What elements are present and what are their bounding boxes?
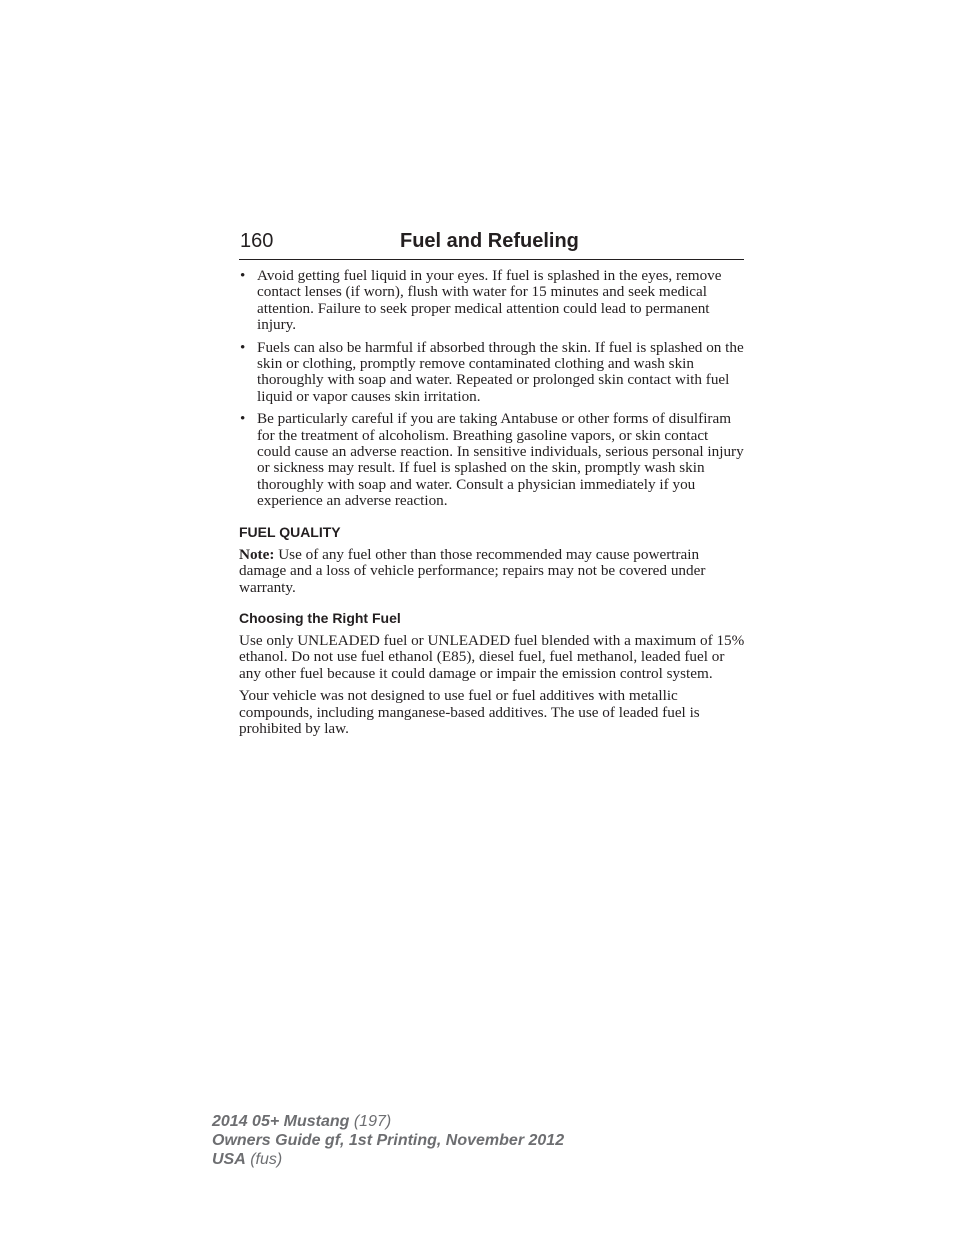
bullet-item: • Fuels can also be harmful if absorbed through the skin. If fuel is splashed on the skin or clothing, promptly remove contaminated clothing and wash skin thoroughly with soap and water. Repeated or prolonged skin contact with fuel liquid or vapor causes skin irritation. xyxy=(239,340,745,406)
bullet-item: • Avoid getting fuel liquid in your eyes. If fuel is splashed in the eyes, remove contact lenses (if worn), flush with water for 15 minutes and seek medical attention. Failure to seek proper medical attention could lead to permanent injury. xyxy=(239,268,745,334)
footer-model-code: (197) xyxy=(349,1113,392,1130)
section-title: Fuel and Refueling xyxy=(400,230,579,252)
page-number: 160 xyxy=(240,230,274,252)
footer-region-code: (fus) xyxy=(245,1151,283,1168)
fuel-quality-note xyxy=(239,547,745,596)
note-label: Note: xyxy=(239,545,275,563)
main-content xyxy=(239,268,745,743)
note-text: Use of any fuel other than those recommended may cause powertrain damage and a loss of vehicle performance; repairs may not be covered under warranty. xyxy=(239,545,706,596)
footer-guide: Owners Guide gf, 1st Printing, November 2012 xyxy=(212,1132,565,1149)
footer-line-region xyxy=(212,1150,564,1169)
fuel-quality-heading: FUEL QUALITY xyxy=(239,523,341,540)
document-footer xyxy=(212,1112,564,1169)
footer-model: 2014 05+ Mustang xyxy=(212,1113,350,1130)
footer-line-model xyxy=(212,1112,564,1131)
bullet-item: • Be particularly careful if you are taking Antabuse or other forms of disulfiram for the treatment of alcoholism. Breathing gasoline vapors, or skin contact could cause an adverse reaction. In sensitive individuals, serious personal injury or sickness may result. If fuel is splashed on the skin, promptly wash skin thoroughly with soap and water. Consult a physician immediately if you experience an adverse reaction. xyxy=(239,411,745,509)
footer-line-guide xyxy=(212,1131,564,1150)
choosing-fuel-heading: Choosing the Right Fuel xyxy=(239,609,401,626)
footer-region: USA xyxy=(212,1151,246,1168)
page-header xyxy=(239,228,744,260)
warning-bullet-list xyxy=(239,268,745,510)
choosing-fuel-paragraph: Use only UNLEADED fuel or UNLEADED fuel blended with a maximum of 15% ethanol. Do not use fuel ethanol (E85), diesel fuel, fuel methanol, leaded fuel or any other fuel because it could damage or impair the emission control system. xyxy=(239,631,745,682)
additives-paragraph: Your vehicle was not designed to use fuel or fuel additives with metallic compounds, including manganese-based additives. The use of leaded fuel is prohibited by law. xyxy=(239,687,700,737)
